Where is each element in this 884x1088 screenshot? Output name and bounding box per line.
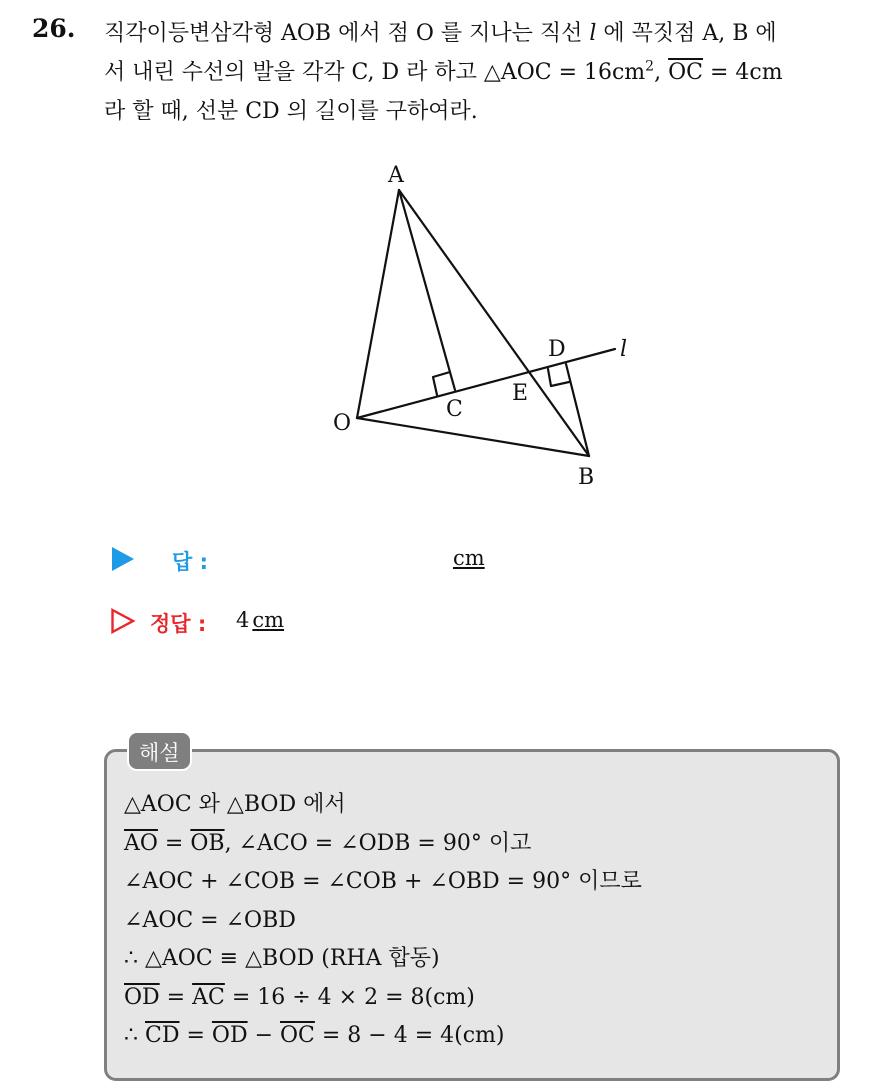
solution-line-3: ∠AOC + ∠COB = ∠COB + ∠OBD = 90° 이므로 bbox=[124, 869, 642, 894]
segment-bd bbox=[566, 364, 589, 456]
right-angle-mark-d bbox=[548, 369, 569, 386]
label-l: l bbox=[620, 337, 628, 362]
right-angle-mark-c bbox=[433, 372, 450, 395]
segment-ac bbox=[399, 190, 455, 390]
problem-number: 26. bbox=[32, 14, 76, 43]
geometry-figure bbox=[0, 0, 884, 520]
solution-line-7: ∴ $\overline{CD} = \overline{OD} - \overline{OC} = 8 - 4 = 4(cm)$ bbox=[124, 1023, 505, 1048]
problem-line-3: 라 할 때, 선분 CD 의 길이를 구하여라. bbox=[104, 99, 478, 124]
label-e: E bbox=[512, 381, 529, 406]
label-b: B bbox=[578, 465, 595, 490]
solution-line-6: $\overline{OD} = \overline{AC} = 16 \div 4 \times 2 = 8(cm)$ bbox=[124, 984, 475, 1010]
segment-oc: $\overline{OC}$ bbox=[668, 60, 703, 85]
problem-line-1: 직각이등변삼각형 AOB 에서 점 O 를 지나는 직선 l 에 꼭짓점 A, B 에 bbox=[104, 21, 777, 46]
answer-label: 답 : bbox=[172, 550, 208, 574]
solution-tag: 해설 bbox=[127, 731, 192, 771]
solution-line-1: △AOC 와 △BOD 에서 bbox=[124, 792, 346, 817]
solution-line-5: ∴ △AOC ≡ △BOD (RHA 합동) bbox=[124, 946, 440, 971]
solution-lines bbox=[124, 786, 824, 1056]
line-l-symbol: l bbox=[589, 21, 597, 46]
segment-ob bbox=[357, 418, 589, 456]
label-a: A bbox=[388, 163, 404, 188]
problem-line-2: 서 내린 수선의 발을 각각 C, D 라 하고 △AOC = $16cm^2$, $\overline{OC} = 4cm$ bbox=[104, 58, 783, 85]
correct-answer-value: 4 cm bbox=[236, 608, 285, 632]
solution-line-2: $\overline{AO} = \overline{OB}$, ∠ACO = ∠ODB = 90° 이고 bbox=[124, 830, 532, 856]
answer-unit: cm bbox=[453, 546, 485, 570]
correct-answer-marker-icon bbox=[110, 608, 136, 640]
label-o: O bbox=[333, 411, 352, 436]
label-c: C bbox=[446, 397, 463, 422]
answer-marker-icon bbox=[110, 546, 136, 578]
label-d: D bbox=[548, 337, 566, 362]
segment-ao bbox=[357, 190, 399, 418]
segment-ab bbox=[399, 190, 589, 456]
solution-line-4: ∠AOC = ∠OBD bbox=[124, 907, 296, 933]
correct-answer-label: 정답 : bbox=[150, 612, 207, 636]
